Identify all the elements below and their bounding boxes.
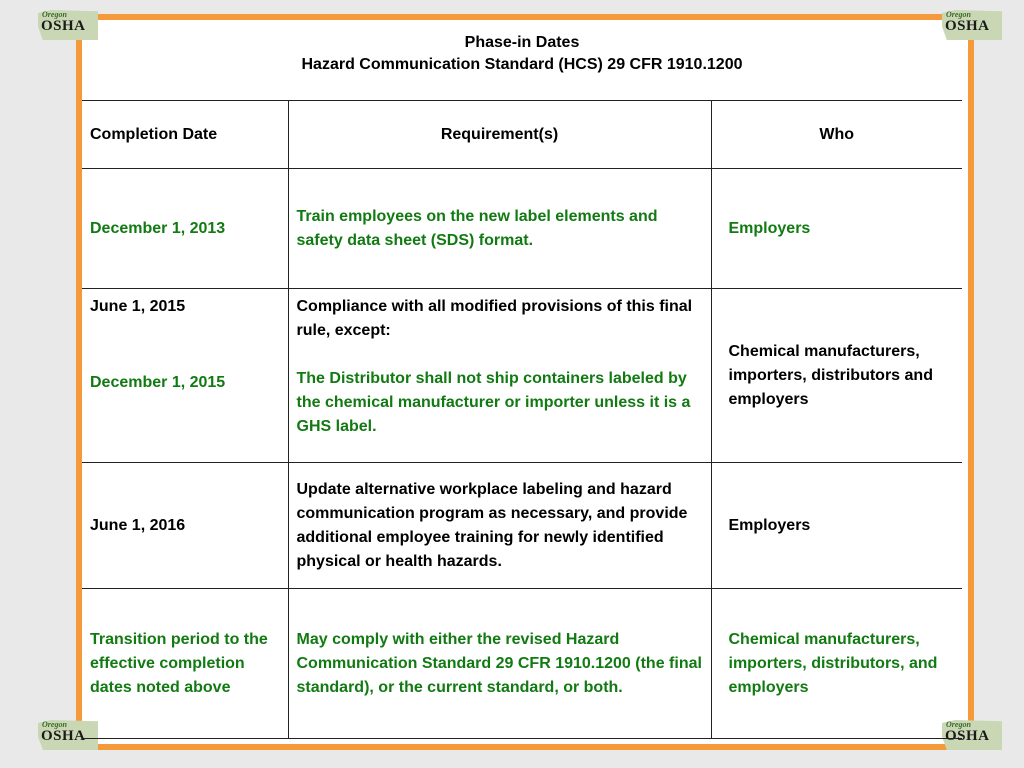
row-date: December 1, 2013 <box>82 169 288 289</box>
row-date-secondary: December 1, 2015 <box>90 374 226 391</box>
table-row <box>82 589 962 739</box>
logo-oregon-text: Oregon <box>42 720 67 729</box>
page-title <box>82 32 962 76</box>
logo-oregon-text: Oregon <box>946 720 971 729</box>
logo-osha-text: OSHA <box>41 728 86 744</box>
header-who: Who <box>711 101 962 169</box>
table-header-row <box>82 101 962 169</box>
header-requirements: Requirement(s) <box>288 101 711 169</box>
logo-oregon-text: Oregon <box>946 10 971 19</box>
row-requirement-exception: The Distributor shall not ship containers labeled by the chemical manufacturer or importer unless it is a GHS label. <box>296 370 691 435</box>
row-date <box>82 289 288 463</box>
logo-oregon-text: Oregon <box>42 10 67 19</box>
header-completion-date: Completion Date <box>82 101 288 169</box>
phase-in-table <box>82 100 962 739</box>
table-row <box>82 289 962 463</box>
title-line-2: Hazard Communication Standard (HCS) 29 CFR 1910.1200 <box>301 56 743 73</box>
row-who: Chemical manufacturers, importers, distributors, and employers <box>711 589 962 739</box>
table-row <box>82 169 962 289</box>
row-requirement: Update alternative workplace labeling and hazard communication program as necessary, and provide additional employee training for newly identified physical or health hazards. <box>288 463 711 589</box>
row-date: June 1, 2016 <box>82 463 288 589</box>
row-date: Transition period to the effective completion dates noted above <box>82 589 288 739</box>
title-line-1: Phase-in Dates <box>464 34 580 51</box>
logo-osha-text: OSHA <box>945 728 990 744</box>
row-requirement <box>288 289 711 463</box>
row-requirement: May comply with either the revised Hazard Communication Standard 29 CFR 1910.1200 (the final standard), or the current standard, or both. <box>288 589 711 739</box>
row-requirement-primary: Compliance with all modified provisions of this final rule, except: <box>296 298 693 339</box>
row-who: Employers <box>711 169 962 289</box>
row-who: Chemical manufacturers, importers, distributors and employers <box>711 289 962 463</box>
row-who: Employers <box>711 463 962 589</box>
row-date-primary: June 1, 2015 <box>90 298 186 315</box>
logo-osha-text: OSHA <box>945 18 990 34</box>
logo-osha-text: OSHA <box>41 18 86 34</box>
table-row <box>82 463 962 589</box>
row-requirement: Train employees on the new label elements and safety data sheet (SDS) format. <box>288 169 711 289</box>
